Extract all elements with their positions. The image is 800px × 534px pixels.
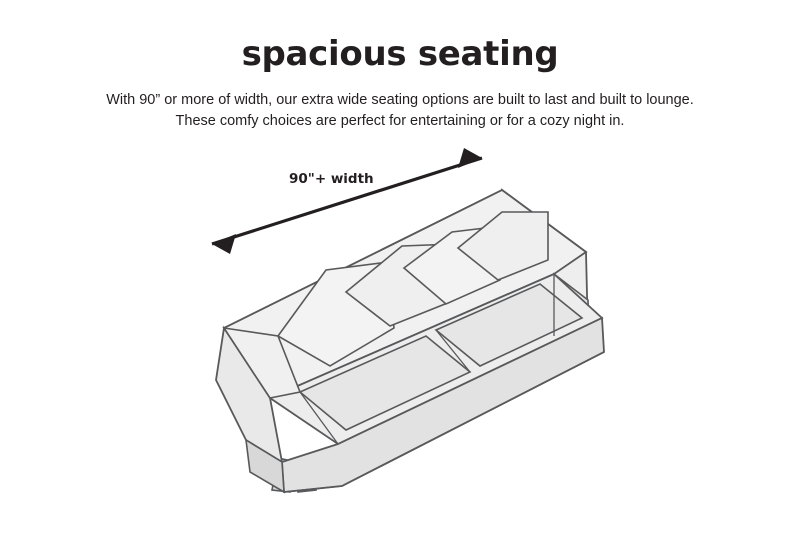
description-line-2: These comfy choices are perfect for entertaining or for a cozy night in. bbox=[175, 113, 625, 129]
page-title: spacious seating bbox=[241, 34, 559, 74]
description-text bbox=[0, 90, 800, 132]
sofa-illustration bbox=[150, 140, 670, 520]
sofa-body bbox=[216, 190, 604, 492]
description-line-1: With 90” or more of width, our extra wide seating options are built to last and built to lounge. bbox=[106, 92, 694, 108]
dimension-label: 90"+ width bbox=[289, 171, 374, 187]
